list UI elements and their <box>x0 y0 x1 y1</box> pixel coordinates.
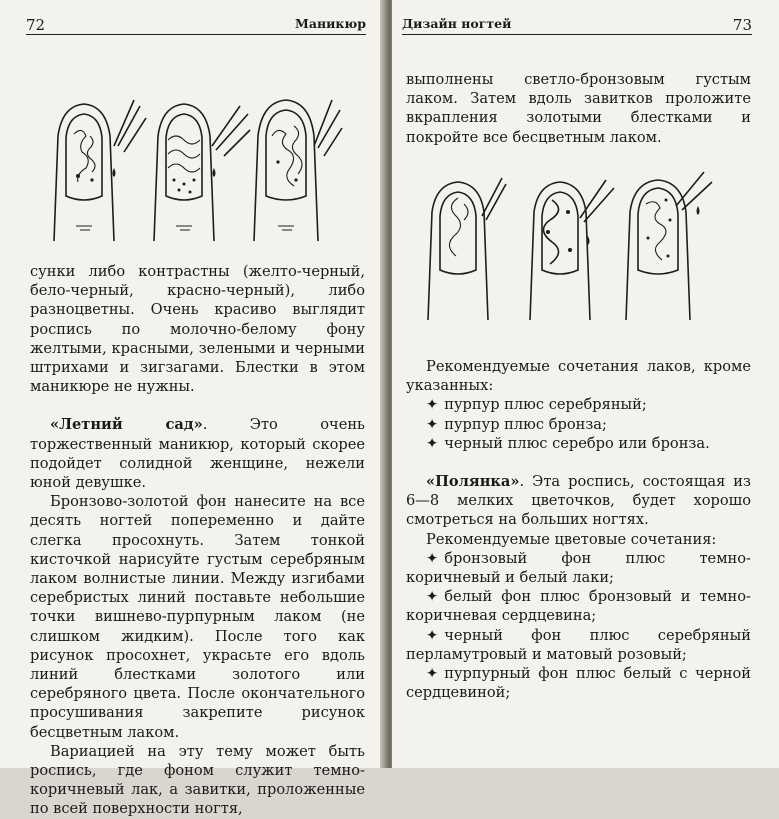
bullet-icon: ✦ <box>426 626 439 644</box>
bullet-icon: ✦ <box>426 588 439 606</box>
combo-text: черный фон плюс серебряный перламутровый и матовый розовый; <box>406 626 751 663</box>
paragraph: выполнены светло-бронзовым густым лаком. Затем вдоль завитков проложите вкрапления золотыми блестками и покройте все бесцветным лаком. <box>406 71 751 146</box>
right-page <box>392 0 779 768</box>
color-combo-item <box>406 549 751 587</box>
paragraph: Бронзово-золотой фон нанесите на все десять ногтей попеременно и дайте слегка просохнуть. Затем тонкой кисточкой нарисуйте густым серебряным лаком волнистые линии. Между изгибами серебристых линий поставьте небольшие точки вишнево-пурпурным лаком (не слишком жидким). После того как рисунок просохнет, украсьте его вдоль линий блестками золотого или серебряного цвета. После окончательного просушивания закрепите рисунок бесцветным лаком. <box>30 493 365 741</box>
bullet-icon: ✦ <box>426 665 439 683</box>
finger-2 <box>154 104 250 241</box>
right-page-intro <box>406 70 751 147</box>
bullet-icon: ✦ <box>426 549 439 567</box>
right-page-header <box>402 14 752 35</box>
paragraph: сунки либо контрастны (желто-черный, бело-черный, красно-черный), либо разноцветны. Очень красиво выглядит роспись по молочно-белому фону желтыми, красными, зелеными и черными штрихами и зигзагами. Блестки в этом маникюре не нужны. <box>30 263 365 396</box>
running-title: Дизайн ногтей <box>402 16 512 31</box>
combo-item <box>406 415 751 434</box>
design-name: «Полянка» <box>426 473 520 491</box>
bullet-icon: ✦ <box>426 434 439 452</box>
page-number: 72 <box>26 16 46 34</box>
finger-3 <box>626 172 712 320</box>
color-combo-item <box>406 626 751 664</box>
paragraph: Вариацией на эту тему может быть роспись, где фоном служит темно-коричневый лак, а завитки, проложенные по всей поверхности ногтя, <box>30 742 365 818</box>
design-name: «Летний сад» <box>50 416 203 434</box>
bullet-icon: ✦ <box>426 415 439 433</box>
page-number: 73 <box>732 16 752 34</box>
paragraph-polyanka <box>406 472 751 530</box>
combo-text: пурпур плюс серебряный; <box>444 396 647 414</box>
finger-2 <box>530 180 614 320</box>
bullet-icon: ✦ <box>426 396 439 414</box>
color-heading: Рекомендуемые цветовые сочетания: <box>426 530 717 548</box>
combo-text: пурпурный фон плюс белый с черной сердцевиной; <box>406 665 751 702</box>
nail-design-illustration-1 <box>44 76 344 246</box>
combo-item <box>406 395 751 414</box>
nail-design-illustration-2 <box>420 160 720 325</box>
finger-1 <box>428 178 506 320</box>
combo-text: бронзовый фон плюс темно-коричневый и белый лаки; <box>406 549 751 587</box>
paragraph-text: . Это очень торжественный маникюр, который скорее подойдет солидной женщине, нежели юной девушке. <box>30 416 365 492</box>
combo-item <box>406 434 751 453</box>
right-page-text <box>406 357 751 702</box>
combo-text: пурпур плюс бронза; <box>444 415 607 433</box>
color-combo-item <box>406 664 751 702</box>
left-page <box>0 0 386 818</box>
running-title: Маникюр <box>295 16 366 31</box>
left-page-header <box>26 14 366 35</box>
left-page-text <box>30 262 365 819</box>
finger-1 <box>54 100 146 241</box>
paragraph-summer-garden <box>30 415 365 492</box>
finger-3 <box>254 100 342 241</box>
recommend-heading: Рекомендуемые сочетания лаков, кроме указанных: <box>406 358 751 395</box>
color-combo-item <box>406 587 751 625</box>
paragraph-text: . Эта роспись, состоящая из 6—8 мелких цветочков, будет хорошо смотреться на больших ногтях. <box>406 473 751 529</box>
combo-text: белый фон плюс бронзовый и темно-коричневая сердцевина; <box>406 588 751 625</box>
combo-text: черный плюс серебро или бронза. <box>444 434 710 452</box>
